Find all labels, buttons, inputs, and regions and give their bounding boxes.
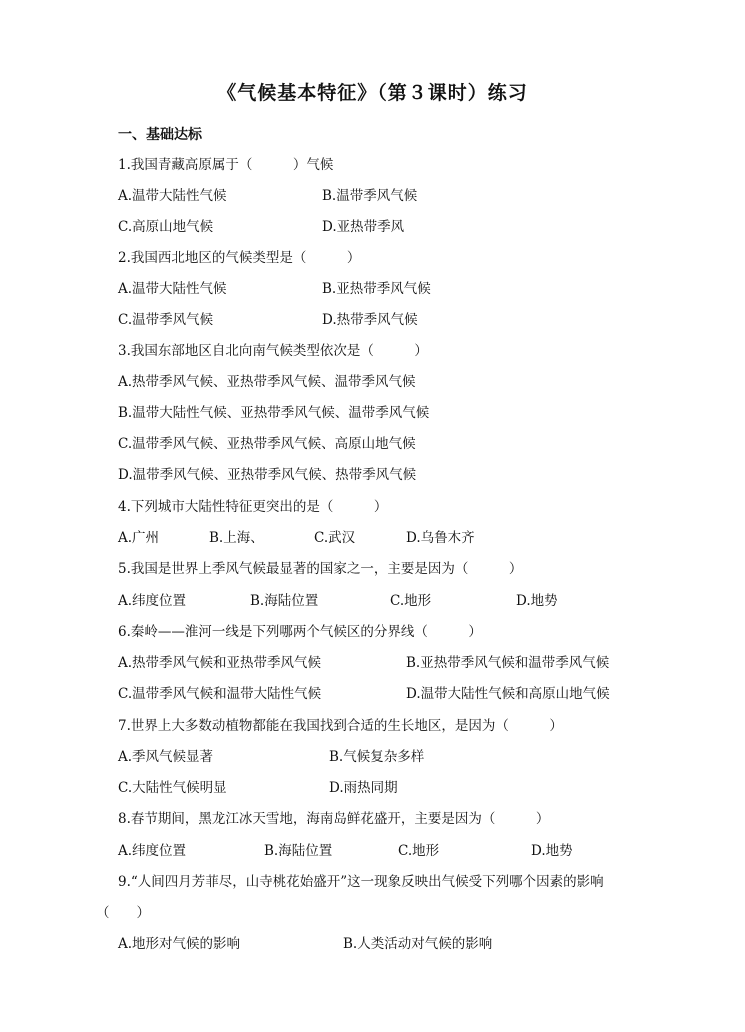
answer-option: C.大陆性气候明显 [118, 780, 227, 796]
question-stem: 7.世界上大多数动植物都能在我国找到合适的生长地区，是因为（ ） [118, 718, 563, 734]
answer-option: A.广州 [118, 530, 160, 546]
answer-option: A.纬度位置 [118, 593, 187, 609]
answer-option: A.温带大陆性气候 [118, 281, 227, 297]
page-title: 《气候基本特征》（第３课时）练习 [217, 82, 528, 104]
question-stem: 6.秦岭——淮河一线是下列哪两个气候区的分界线（ ） [118, 624, 482, 640]
answer-option: D.温带季风气候、亚热带季风气候、热带季风气候 [118, 467, 417, 483]
question-stem: 4.下列城市大陆性特征更突出的是（ ） [118, 499, 388, 515]
answer-option: C.高原山地气候 [118, 219, 214, 235]
answer-option: D.乌鲁木齐 [406, 530, 475, 546]
answer-option: D.地势 [516, 593, 558, 609]
question-stem-continuation: （ ） [96, 905, 150, 921]
question-stem: 1.我国青藏高原属于（ ）气候 [118, 157, 334, 173]
answer-option: B.上海、 [209, 530, 264, 546]
answer-option: D.热带季风气候 [322, 312, 418, 328]
answer-option: D.亚热带季风 [322, 219, 405, 235]
question-stem: 8.春节期间，黑龙江冰天雪地，海南岛鲜花盛开，主要是因为（ ） [118, 811, 550, 827]
question-stem: 9.“人间四月芳菲尽，山寺桃花始盛开”这一现象反映出气候受下列哪个因素的影响 [118, 874, 604, 890]
answer-option: D.地势 [531, 843, 573, 859]
answer-option: A.热带季风气候和亚热带季风气候 [118, 655, 322, 671]
answer-option: B.人类活动对气候的影响 [343, 936, 493, 952]
question-stem: 2.我国西北地区的气候类型是（ ） [118, 250, 361, 266]
answer-option: B.温带季风气候 [322, 188, 418, 204]
answer-option: C.地形 [390, 593, 432, 609]
question-stem: 5.我国是世界上季风气候最显著的国家之一，主要是因为（ ） [118, 561, 523, 577]
answer-option: A.季风气候显著 [118, 749, 214, 765]
answer-option: C.武汉 [314, 530, 356, 546]
question-stem: 3.我国东部地区自北向南气候类型依次是（ ） [118, 343, 428, 359]
answer-option: C.温带季风气候 [118, 312, 214, 328]
answer-option: D.温带大陆性气候和高原山地气候 [406, 686, 610, 702]
answer-option: B.亚热带季风气候和温带季风气候 [406, 655, 610, 671]
answer-option: C.温带季风气候、亚热带季风气候、高原山地气候 [118, 436, 416, 452]
answer-option: A.热带季风气候、亚热带季风气候、温带季风气候 [118, 374, 416, 390]
answer-option: A.地形对气候的影响 [118, 936, 241, 952]
answer-option: B.亚热带季风气候 [322, 281, 431, 297]
answer-option: B.海陆位置 [264, 843, 333, 859]
answer-option: A.温带大陆性气候 [118, 188, 227, 204]
answer-option: B.气候复杂多样 [329, 749, 425, 765]
section-heading: 一、基础达标 [118, 127, 202, 143]
answer-option: D.雨热同期 [329, 780, 398, 796]
answer-option: A.纬度位置 [118, 843, 187, 859]
answer-option: C.温带季风气候和温带大陆性气候 [118, 686, 322, 702]
answer-option: B.温带大陆性气候、亚热带季风气候、温带季风气候 [118, 405, 430, 421]
answer-option: B.海陆位置 [250, 593, 319, 609]
answer-option: C.地形 [398, 843, 440, 859]
